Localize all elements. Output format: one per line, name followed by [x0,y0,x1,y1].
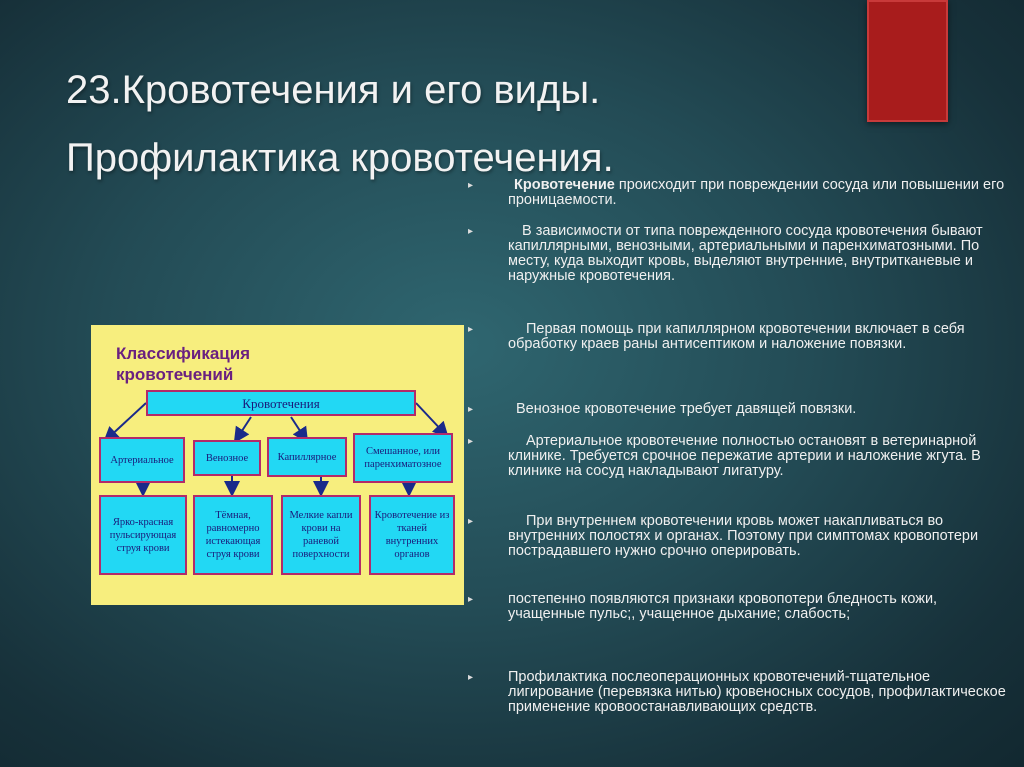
bullet-text: Первая помощь при капиллярном кровотечении включает в себя обработку краев раны антисептиком и наложение повязки. [508,321,965,352]
diagram-heading-line-1: Классификация [116,344,251,363]
slide-title [66,56,866,192]
title-line-2: Профилактика кровотечения. [66,136,614,180]
bullet-text: При внутреннем кровотечении кровь может накапливаться во внутренних полостях и органах. Поэтому при симптомах кровопотери пострадавшего нужно срочно оперировать. [508,513,979,559]
desc-label: Кровотечение из тканей внутренних органов [374,510,450,560]
arrow-bullet-icon: ▸ [468,594,474,605]
bullet-text: В зависимости от типа поврежденного сосуда кровотечения бывают капиллярными, венозными, артериальными и паренхиматозными. По месту, куда выходит кровь, выделяют внутренние, внутритканевые и наружные кровотечения. [508,223,983,284]
desc-label: Тёмная, равномерно истекающая струя крови [205,510,261,560]
root-label: Кровотечения [242,395,320,411]
arrow-bullet-icon: ▸ [468,516,474,527]
bullet-item [468,434,1008,479]
arrow-bullet-icon: ▸ [468,226,474,237]
type-box-venous [193,440,261,476]
arrow-bullet-icon: ▸ [468,436,474,447]
bullet-item [468,322,1008,352]
title-line-1: 23.Кровотечения и его виды. [66,68,601,112]
bullet-item [468,402,1008,417]
bullet-text: Венозное кровотечение требует давящей повязки. [516,401,857,417]
bullet-item [468,592,1008,622]
arrow-root-venous [236,417,251,440]
arrow-bullet-icon: ▸ [468,324,474,335]
arrow-bullet-icon: ▸ [468,672,474,683]
type-label: Венозное [205,452,249,464]
bullet-item [468,178,1008,208]
type-label: Смешанное, или паренхиматозное [364,446,442,470]
bullet-text: Артериальное кровотечение полностью остановят в ветеринарной клинике. Требуется срочное пережатие артерии и наложение жгута. В клинике на сосуд накладывают лигатуру. [508,433,981,479]
desc-label: Ярко-красная пульсирующая струя крови [109,516,177,554]
bullet-item [468,224,1008,284]
type-box-mixed [353,433,453,483]
accent-bar [867,0,948,122]
arrow-root-arterial [106,403,146,440]
type-label: Капиллярное [277,451,337,463]
bullet-text: постепенно появляются признаки кровопотери бледность кожи, учащенные пульс;, учащенное дыхание; слабость; [508,591,938,622]
desc-label: Мелкие капли крови на раневой поверхности [289,510,353,560]
arrow-bullet-icon: ▸ [468,404,474,415]
desc-box-mixed [369,495,455,575]
desc-box-venous [193,495,273,575]
arrow-bullet-icon: ▸ [468,180,474,191]
bullet-item [468,514,1008,559]
bullet-bold: Кровотечение [514,177,615,193]
type-box-arterial [99,437,185,483]
bullet-text: происходит при повреждении сосуда или повышении его проницаемости. [508,177,1005,208]
type-box-capillary [267,437,347,477]
classification-diagram [91,325,464,605]
type-label: Артериальное [110,454,174,466]
desc-box-capillary [281,495,361,575]
arrow-root-mixed [416,403,446,435]
diagram-heading [116,343,456,385]
bullet-item [468,670,1008,715]
bullet-text: Профилактика послеоперационных кровотечений-тщательное лигирование (перевязка нитью) кровеносных сосудов, профилактическое применение кровоостанавливающих средств. [508,669,1006,715]
desc-box-arterial [99,495,187,575]
root-box [146,390,416,416]
diagram-heading-line-2: кровотечений [116,365,234,384]
